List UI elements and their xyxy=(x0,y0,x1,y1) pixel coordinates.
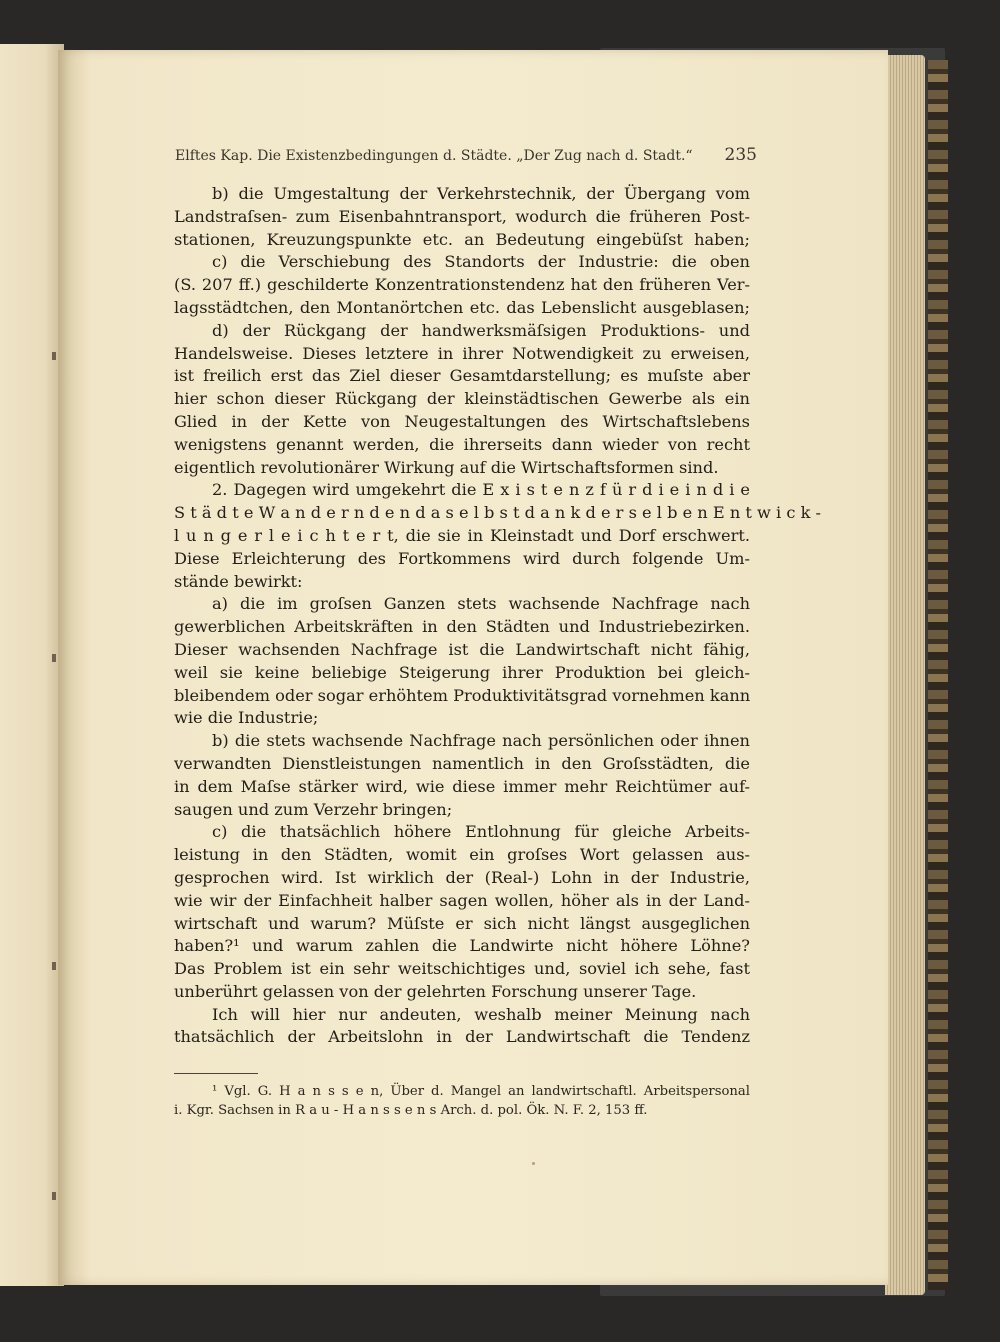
text-line: Diese Erleichterung des Fortkommens wird durch folgende Um- xyxy=(174,548,750,568)
text-line: gesprochen wird. Ist wirklich der (Real-) Lohn in der Industrie, xyxy=(174,867,750,887)
text-line: in dem Maſse stärker wird, wie diese immer mehr Reichtümer auf- xyxy=(174,776,750,796)
text-line: a) die im groſsen Ganzen stets wachsende Nachfrage nach xyxy=(212,594,750,614)
text-line: c) die thatsächlich höhere Entlohnung für gleiche Arbeits- xyxy=(212,822,750,842)
text-line: saugen und zum Verzehr bringen; xyxy=(174,799,453,819)
footnote-line: ¹ Vgl. G. H a n s s e n, Über d. Mangel an landwirtschaftl. Arbeitspersonal xyxy=(212,1084,750,1099)
text-line: Ich will hier nur andeuten, weshalb meiner Meinung nach xyxy=(212,1004,750,1024)
text-line: unberührt gelassen von der gelehrten Forschung unserer Tage. xyxy=(174,981,697,1001)
footnote xyxy=(174,1083,750,1120)
footnote-rule xyxy=(174,1073,258,1074)
text-line: 2. Dagegen wird umgekehrt die E x i s t e n z f ü r d i e i n d i e xyxy=(212,480,750,500)
text-line: ist freilich erst das Ziel dieser Gesamtdarstellung; es muſste aber xyxy=(174,366,750,386)
text-line: d) der Rückgang der handwerksmäſsigen Produktions- und xyxy=(212,320,750,340)
page-number: 235 xyxy=(724,145,757,165)
text-line: Glied in der Kette von Neugestaltungen des Wirtschaftslebens xyxy=(174,411,750,431)
text-line: b) die Umgestaltung der Verkehrstechnik, der Übergang vom xyxy=(212,184,750,203)
body-text xyxy=(174,183,822,1049)
text-line: b) die stets wachsende Nachfrage nach persönlichen oder ihnen xyxy=(212,731,750,751)
text-line: wirtschaft und warum? Müſste er sich nicht längst ausgeglichen xyxy=(174,913,750,933)
footnote-line: i. Kgr. Sachsen in R a u - H a n s s e n s Arch. d. pol. Ök. N. F. 2, 153 ff. xyxy=(174,1102,648,1118)
page-edges xyxy=(885,55,925,1295)
text-line: lagsstädtchen, den Montanörtchen etc. das Lebenslicht ausgeblasen; xyxy=(174,297,750,317)
text-line: (S. 207 ff.) geschilderte Konzentrationstendenz hat den früheren Ver- xyxy=(174,275,750,295)
margin-mark xyxy=(52,352,56,360)
text-line: leistung in den Städten, womit ein groſses Wort gelassen aus- xyxy=(174,845,750,865)
running-header xyxy=(175,146,757,172)
running-title: Elftes Kap. Die Existenzbedingungen d. Städte. „Der Zug nach d. Stadt.“ xyxy=(175,148,693,164)
margin-mark xyxy=(52,962,56,970)
marbled-edge xyxy=(928,60,948,1290)
text-line: stände bewirkt: xyxy=(174,571,303,591)
paper-speck xyxy=(532,1162,535,1165)
margin-mark xyxy=(52,654,56,662)
text-line: Dieser wachsenden Nachfrage ist die Landwirtschaft nicht fähig, xyxy=(174,639,750,659)
text-line: stationen, Kreuzungspunkte etc. an Bedeutung eingebüſst haben; xyxy=(174,229,750,249)
text-line: Landstraſsen- zum Eisenbahntransport, wodurch die früheren Post- xyxy=(174,206,750,226)
text-line: eigentlich revolutionärer Wirkung auf die Wirtschaftsformen sind. xyxy=(174,457,719,477)
text-line: verwandten Dienstleistungen namentlich in den Groſsstädten, die xyxy=(174,753,750,773)
text-line: S t ä d t e W a n d e r n d e n d a s e l b s t d a n k d e r s e l b e n E n t w i c k - xyxy=(174,503,822,523)
text-line: Das Problem ist ein sehr weitschichtiges und, soviel ich sehe, fast xyxy=(174,959,750,979)
text-line: c) die Verschiebung des Standorts der Industrie: die oben xyxy=(212,252,750,272)
margin-mark xyxy=(52,1192,56,1200)
text-line: gewerblichen Arbeitskräften in den Städten und Industriebezirken. xyxy=(174,617,750,637)
text-line: Handelsweise. Dieses letztere in ihrer Notwendigkeit zu erweisen, xyxy=(174,343,750,363)
text-line: l u n g e r l e i c h t e r t, die sie in Kleinstadt und Dorf erschwert. xyxy=(174,525,750,545)
text-line: wenigstens genannt werden, die ihrerseits dann wieder von recht xyxy=(174,434,750,454)
text-line: wie wir der Einfachheit halber sagen wollen, höher als in der Land- xyxy=(174,890,750,910)
text-line: wie die Industrie; xyxy=(174,708,319,728)
text-line: bleibendem oder sogar erhöhtem Produktivitätsgrad vornehmen kann xyxy=(174,685,751,705)
text-line: haben?¹ und warum zahlen die Landwirte nicht höhere Löhne? xyxy=(174,936,750,956)
text-line: thatsächlich der Arbeitslohn in der Landwirtschaft die Tendenz xyxy=(174,1027,750,1047)
left-page xyxy=(0,44,64,1286)
text-line: weil sie keine beliebige Steigerung ihrer Produktion bei gleich- xyxy=(174,662,750,682)
text-line: hier schon dieser Rückgang der kleinstädtischen Gewerbe als ein xyxy=(174,389,750,409)
